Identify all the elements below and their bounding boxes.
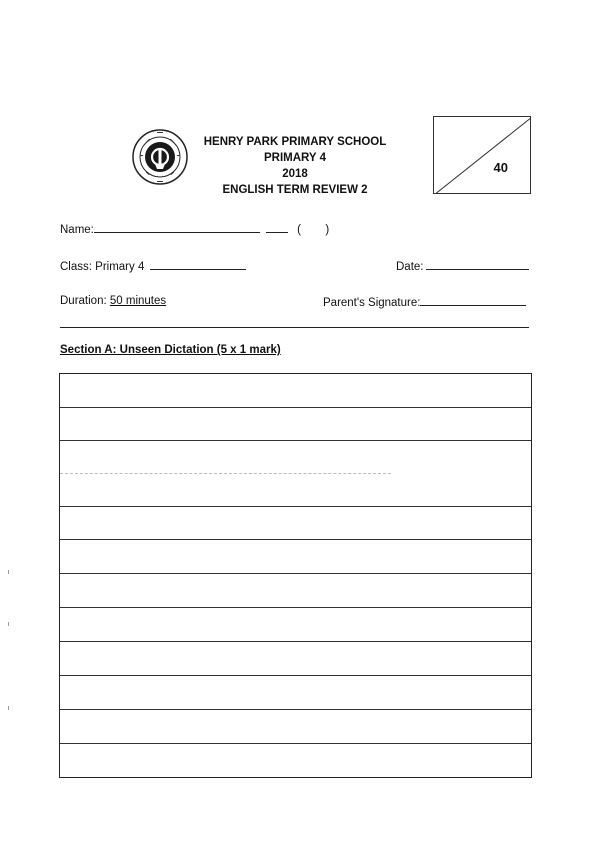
writing-line — [60, 539, 531, 540]
margin-mark — [8, 622, 9, 626]
name-field[interactable] — [94, 222, 260, 233]
writing-line — [60, 675, 531, 676]
duration-value: 50 minutes — [109, 295, 167, 307]
school-name: HENRY PARK PRIMARY SCHOOL — [203, 136, 387, 148]
duration-row — [60, 295, 166, 307]
year-label: 2018 — [282, 168, 308, 180]
writing-line — [60, 440, 531, 441]
name-field-extra[interactable] — [266, 222, 288, 233]
score-box-diagonal — [434, 117, 531, 194]
writing-line-faint — [60, 473, 391, 474]
class-field[interactable] — [150, 259, 246, 270]
paper-title: ENGLISH TERM REVIEW 2 — [222, 184, 368, 196]
school-crest-icon — [131, 128, 189, 186]
date-field[interactable] — [426, 259, 529, 270]
writing-line — [60, 743, 531, 744]
signature-field[interactable] — [420, 295, 526, 306]
date-label: Date: — [396, 261, 424, 273]
level-label: PRIMARY 4 — [264, 152, 326, 164]
writing-line — [60, 506, 531, 507]
writing-line — [60, 407, 531, 408]
duration-label: Duration: — [60, 295, 107, 307]
writing-line — [60, 709, 531, 710]
margin-mark — [8, 570, 9, 574]
margin-mark — [8, 706, 9, 710]
class-label: Class: Primary 4 — [60, 261, 145, 273]
class-row — [60, 259, 246, 273]
name-row — [60, 222, 329, 236]
total-marks: 40 — [493, 160, 508, 175]
signature-row — [323, 295, 526, 309]
header-divider — [60, 327, 529, 328]
signature-label: Parent's Signature: — [323, 297, 421, 309]
writing-line — [60, 607, 531, 608]
date-row — [396, 259, 529, 273]
score-box — [433, 116, 531, 194]
writing-line — [60, 573, 531, 574]
dictation-writing-area[interactable] — [59, 373, 532, 778]
index-bracket-open: ( — [297, 224, 301, 236]
index-bracket-close: ) — [325, 224, 330, 236]
name-label: Name: — [60, 224, 94, 236]
writing-line — [60, 641, 531, 642]
exam-header — [190, 134, 400, 198]
section-a-title: Section A: Unseen Dictation (5 x 1 mark) — [60, 344, 281, 356]
